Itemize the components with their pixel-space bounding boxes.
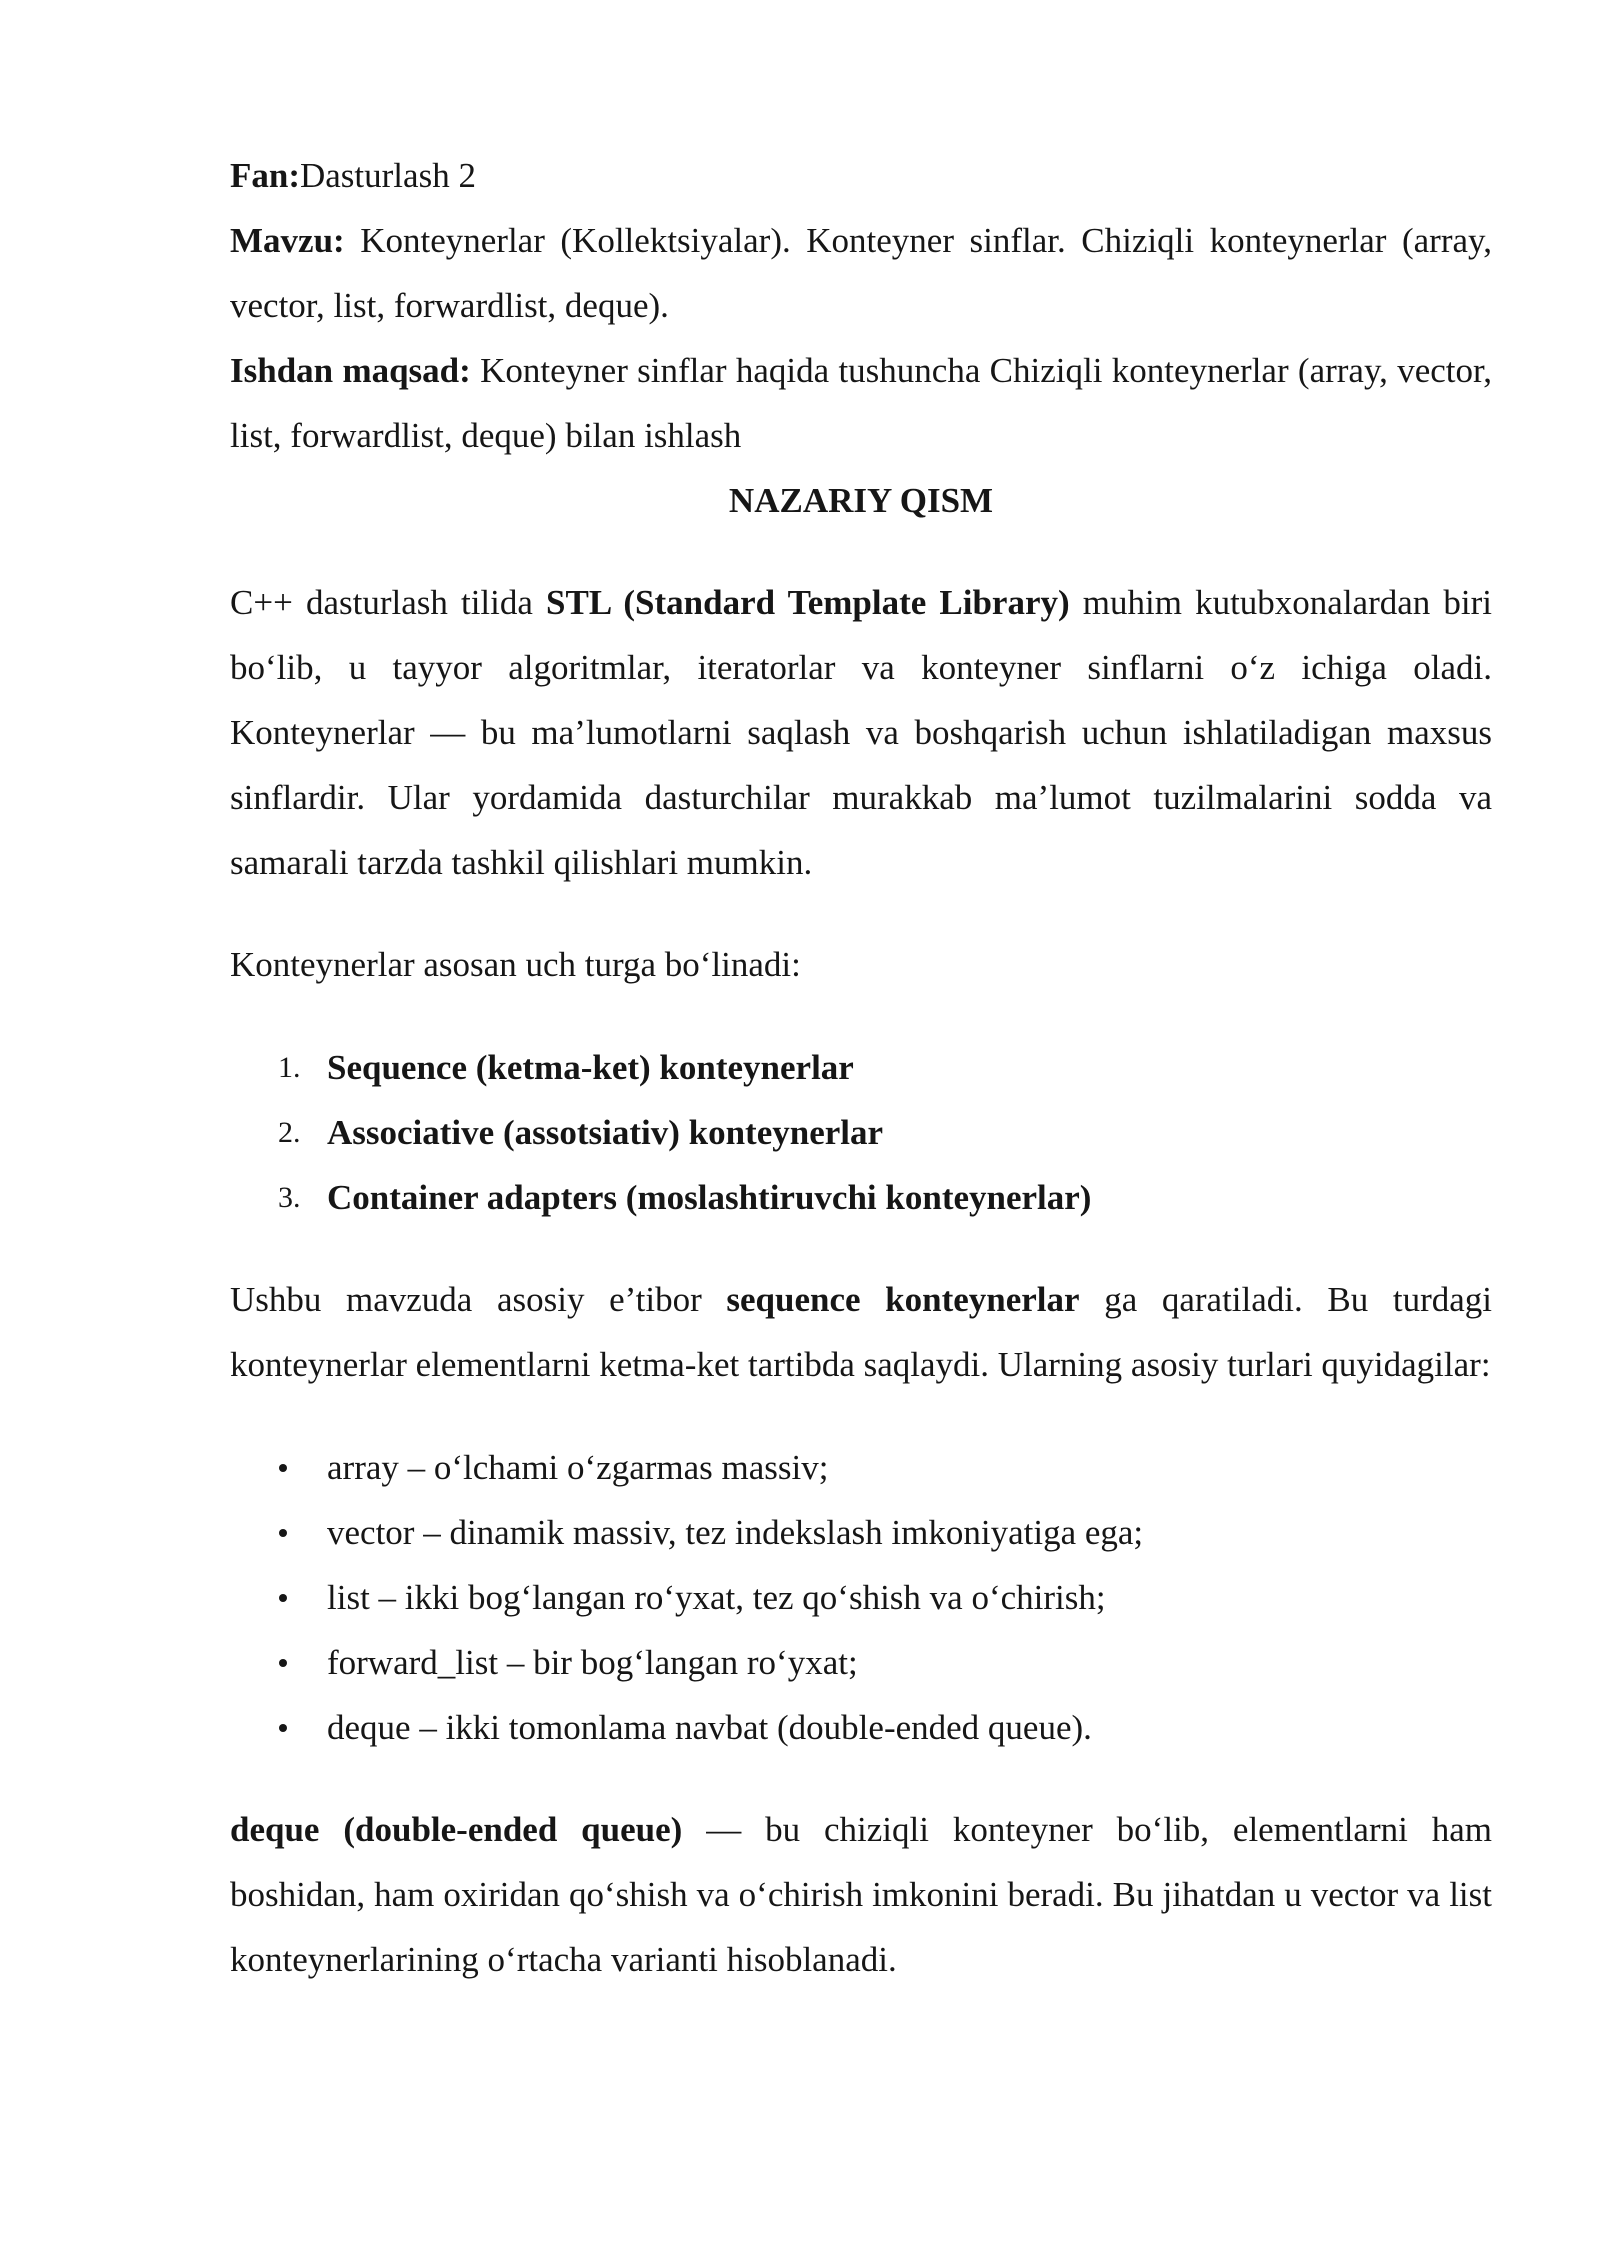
bullet-icon	[279, 1724, 287, 1732]
bullet-icon	[279, 1594, 287, 1602]
container-categories-list	[230, 1035, 1492, 1230]
list-item-text: deque – ikki tomonlama navbat (double-ended queue).	[327, 1708, 1092, 1747]
list-item	[230, 1695, 1492, 1760]
list-item-text: array – o‘lchami o‘zgarmas massiv;	[327, 1448, 829, 1487]
list-item-number: 3.	[278, 1181, 301, 1214]
list-item-text: forward_list – bir bog‘langan ro‘yxat;	[327, 1643, 858, 1682]
section-title: NAZARIY QISM	[728, 481, 994, 520]
list-item	[230, 1165, 1492, 1230]
subject-line	[230, 143, 1492, 208]
intro-paragraph	[230, 570, 1492, 895]
list-item	[230, 1100, 1492, 1165]
bullet-icon	[279, 1529, 287, 1537]
intro-stl-term: STL (Standard Template Library)	[546, 583, 1070, 622]
list-item-text: Container adapters (moslashtiruvchi konteynerlar)	[327, 1178, 1092, 1217]
deque-text: — bu chiziqli konteyner bo‘lib, elementlarni ham boshidan, ham oxiridan qo‘shish va o‘chirish imkonini beradi. Bu jihatdan u vector va list konteynerlarining o‘rtacha varianti hisoblanadi.	[230, 1810, 1492, 1979]
list-item	[230, 1565, 1492, 1630]
topic-line	[230, 208, 1492, 338]
list-item-number: 2.	[278, 1116, 301, 1149]
categories-intro: Konteynerlar asosan uch turga bo‘linadi:	[230, 945, 801, 984]
focus-text-start: Ushbu mavzuda asosiy e’tibor	[230, 1280, 727, 1319]
goal-value: Konteyner sinflar haqida tushuncha Chiziqli konteynerlar (array, vector, list, forwardlist, deque) bilan ishlash	[230, 351, 1493, 455]
list-item-number: 1.	[278, 1051, 301, 1084]
subject-label: Fan:	[230, 156, 300, 195]
list-item	[230, 1435, 1492, 1500]
bullet-icon	[279, 1659, 287, 1667]
list-item-text: Associative (assotsiativ) konteynerlar	[327, 1113, 884, 1152]
list-item-text: vector – dinamik massiv, tez indekslash imkoniyatiga ega;	[327, 1513, 1144, 1552]
deque-paragraph	[230, 1797, 1492, 1992]
focus-text-end: ga qaratiladi. Bu turdagi konteynerlar elementlarni ketma-ket tartibda saqlaydi. Ularning asosiy turlari quyidagilar:	[230, 1280, 1492, 1384]
topic-label: Mavzu:	[230, 221, 345, 260]
sequence-types-list	[230, 1435, 1492, 1760]
list-item	[230, 1035, 1492, 1100]
list-item-text: list – ikki bog‘langan ro‘yxat, tez qo‘shish va o‘chirish;	[327, 1578, 1106, 1617]
list-item-text: Sequence (ketma-ket) konteynerlar	[327, 1048, 854, 1087]
deque-bold-term: deque (double-ended queue)	[230, 1810, 683, 1849]
document-body	[230, 143, 1492, 1992]
intro-text-start: C++ dasturlash tilida	[230, 583, 547, 622]
topic-value: Konteynerlar (Kollektsiyalar). Konteyner sinflar. Chiziqli konteynerlar (array, vector, list, forwardlist, deque).	[230, 221, 1492, 325]
list-item	[230, 1630, 1492, 1695]
focus-bold-term: sequence konteynerlar	[726, 1280, 1080, 1319]
bullet-icon	[279, 1464, 287, 1472]
goal-line	[230, 338, 1492, 468]
subject-value: Dasturlash 2	[300, 156, 476, 195]
intro-text-end: muhim kutubxonalardan biri bo‘lib, u tayyor algoritmlar, iteratorlar va konteyner sinflarni o‘z ichiga oladi. Konteynerlar — bu ma’lumotlarni saqlash va boshqarish uchun ishlatiladigan maxsus sinflardir. Ular yordamida dasturchilar murakkab ma’lumot tuzilmalarini sodda va samarali tarzda tashkil qilishlari mumkin.	[230, 583, 1492, 882]
goal-label: Ishdan maqsad:	[230, 351, 471, 390]
focus-paragraph	[230, 1267, 1492, 1397]
list-item	[230, 1500, 1492, 1565]
